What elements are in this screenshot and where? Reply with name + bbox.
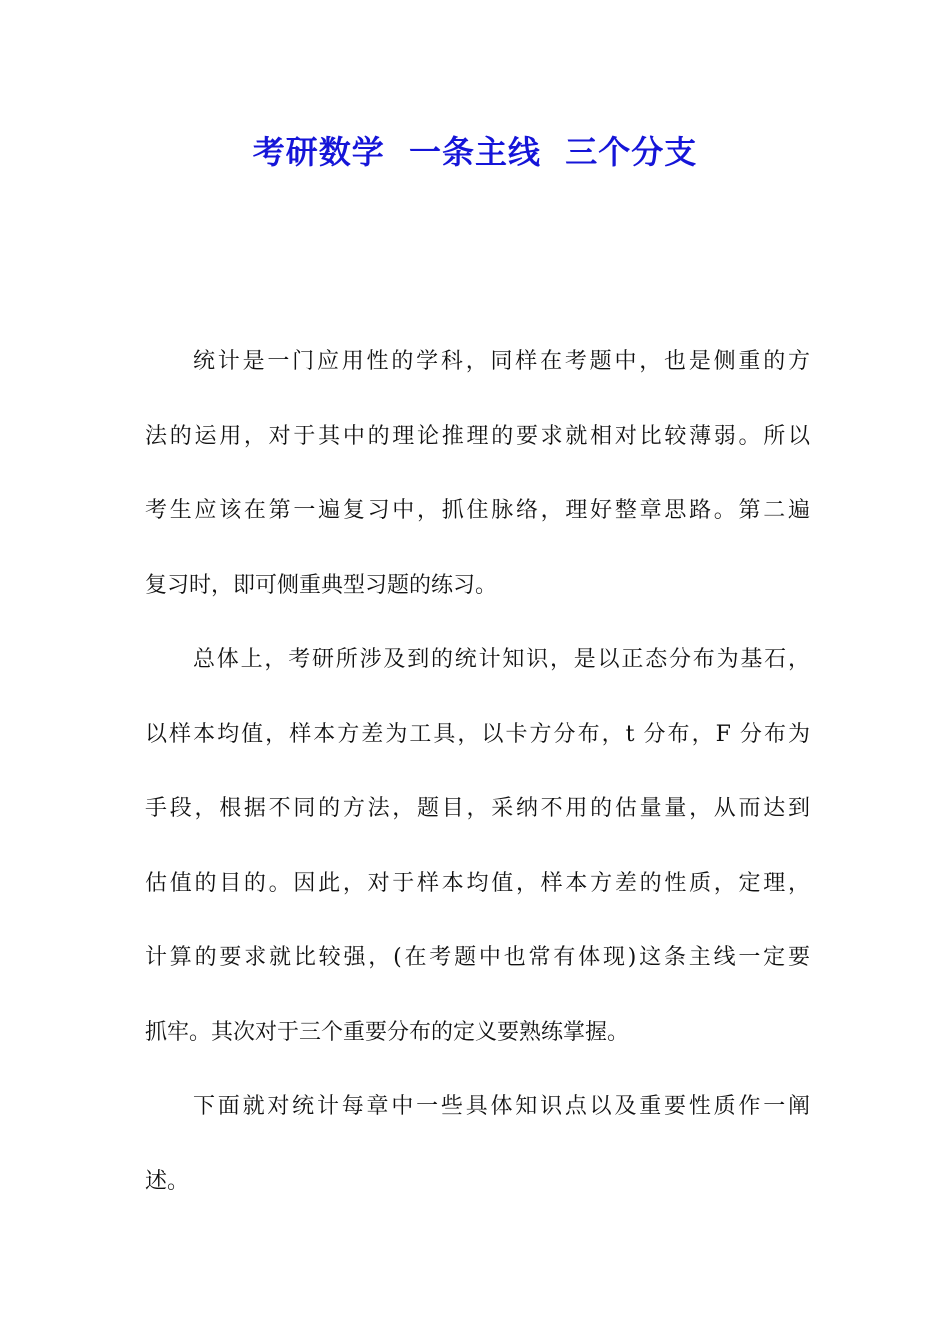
paragraph-line: 以样本均值，样本方差为工具，以卡方分布，t 分布，F 分布为 bbox=[145, 721, 810, 747]
paragraph-line: 总体上，考研所涉及到的统计知识，是以正态分布为基石， bbox=[193, 647, 810, 672]
paragraph-line: 估值的目的。因此，对于样本均值，样本方差的性质，定理， bbox=[145, 870, 810, 896]
paragraph-2 bbox=[145, 642, 810, 1089]
paragraph-line: 复习时，即可侧重典型习题的练习。 bbox=[145, 572, 498, 598]
paragraph-line: 下面就对统计每章中一些具体知识点以及重要性质作一阐 bbox=[193, 1094, 810, 1119]
paragraph-line: 述。 bbox=[145, 1168, 190, 1194]
document-title: 考研数学 一条主线 三个分支 bbox=[252, 133, 698, 171]
document-body bbox=[145, 344, 810, 1238]
paragraph-line: 考生应该在第一遍复习中，抓住脉络，理好整章思路。第二遍 bbox=[145, 498, 810, 523]
paragraph-line: 手段，根据不同的方法，题目，采纳不用的估量量，从而达到 bbox=[145, 796, 810, 821]
paragraph-line: 计算的要求就比较强，(在考题中也常有体现)这条主线一定要 bbox=[145, 945, 810, 970]
paragraph-line: 抓牢。其次对于三个重要分布的定义要熟练掌握。 bbox=[145, 1019, 630, 1045]
paragraph-3 bbox=[145, 1089, 810, 1238]
paragraph-1 bbox=[145, 344, 810, 642]
paragraph-line: 法的运用，对于其中的理论推理的要求就相对比较薄弱。所以 bbox=[145, 423, 810, 449]
paragraph-line: 统计是一门应用性的学科，同样在考题中，也是侧重的方 bbox=[193, 349, 810, 374]
